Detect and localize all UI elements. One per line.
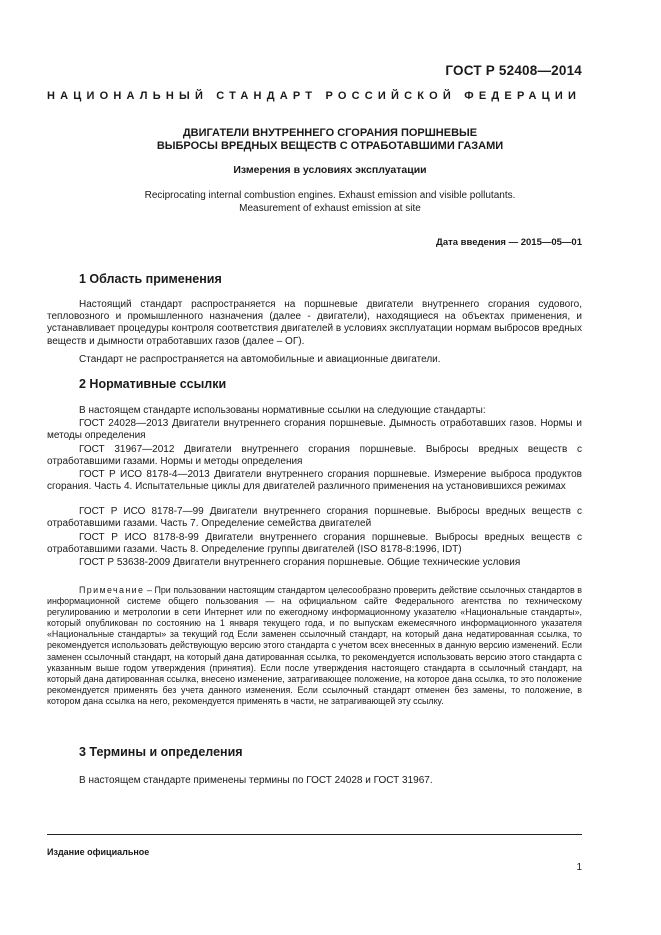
reference-item: ГОСТ Р 53638-2009 Двигатели внутреннего сгорания поршневые. Общие технические условия <box>79 557 521 568</box>
section-1-paragraph-1: Настоящий стандарт распространяется на поршневые двигатели внутреннего сгорания судового, тепловозного и промышленного назначения (далее - двигатели), находящиеся на объектах применения, и устанавливает процедуры контроля соответствия двигателей в условиях эксплуатации нормам выбросов вредных веществ и дымности отработавших газов (далее – ОГ). <box>47 299 582 347</box>
document-title <box>60 127 600 153</box>
section-1-heading: 1 Область применения <box>79 272 222 286</box>
reference-item: ГОСТ 31967—2012 Двигатели внутреннего сгорания поршневые. Выбросы вредных веществ с отработавшими газами. Нормы и методы определения <box>47 444 582 468</box>
edition-label: Издание официальное <box>47 847 150 857</box>
note-label: Примечание <box>79 585 145 595</box>
footer-divider <box>47 834 582 835</box>
document-code: ГОСТ Р 52408—2014 <box>445 63 582 78</box>
document-subtitle: Измерения в условиях эксплуатации <box>233 164 427 176</box>
reference-item: ГОСТ Р ИСО 8178-7—99 Двигатели внутреннего сгорания поршневые. Выбросы вредных веществ с отработавшими газами. Часть 7. Определение семейства двигателей <box>47 506 582 530</box>
english-title-line-1: Reciprocating internal combustion engines. Exhaust emission and visible pollutants. <box>144 190 516 201</box>
section-3-paragraph-1: В настоящем стандарте применены термины по ГОСТ 24028 и ГОСТ 31967. <box>79 775 433 786</box>
title-line-1: ДВИГАТЕЛИ ВНУТРЕННЕГО СГОРАНИЯ ПОРШНЕВЫЕ <box>182 127 478 139</box>
section-1-paragraph-2: Стандарт не распространяется на автомобильные и авиационные двигатели. <box>79 354 441 365</box>
english-title-line-2: Measurement of exhaust emission at site <box>239 203 421 214</box>
page-number: 1 <box>576 862 582 873</box>
note-text: – При пользовании настоящим стандартом целесообразно проверить действие ссылочных стандартов в информационной системе общего пользования — на официальном сайте Федерального агентства по техническому регулированию и метрологии в сети Интернет или по ежегодному информационному указателю «Национальные стандарты», который опубликован по состоянию на 1 января текущего года, и по выпускам ежемесячного информационного указателя «Национальные стандарты» за текущий год Если заменен ссылочный стандарт, на который дана недатированная ссылка, то рекомендуется использовать действующую версию этого стандарта с учетом всех внесенных в данную версию изменений. Если заменен ссылочный стандарт, на который дана датированная ссылка, то рекомендуется использовать версию этого стандарта с указанным выше годом утверждения (принятия). Если после утверждения настоящего стандарта в ссылочный стандарт, на который дана датированная ссылка, внесено изменение, затрагивающее положение, на которое дана ссылка, то это положение рекомендуется применять без учета данного изменения. Если ссылочный стандарт отменен без замены, то положение, в котором дана ссылка на него, рекомендуется применять в части, не затрагивающей эту ссылку. <box>47 585 582 706</box>
reference-item: ГОСТ Р ИСО 8178-4—2013 Двигатели внутреннего сгорания поршневые. Измерение выброса продуктов сгорания. Часть 4. Испытательные циклы для двигателей различного применения на установившихся режимах <box>47 469 582 493</box>
reference-item: ГОСТ 24028—2013 Двигатели внутреннего сгорания поршневые. Дымность отработавших газов. Нормы и методы определения <box>47 418 582 442</box>
introduction-date: Дата введения — 2015—05—01 <box>436 237 582 248</box>
section-2-intro: В настоящем стандарте использованы нормативные ссылки на следующие стандарты: <box>79 405 486 416</box>
title-line-2: ВЫБРОСЫ ВРЕДНЫХ ВЕЩЕСТВ С ОТРАБОТАВШИМИ ГАЗАМИ <box>156 140 504 152</box>
national-standard-banner: НАЦИОНАЛЬНЫЙ СТАНДАРТ РОССИЙСКОЙ ФЕДЕРАЦИИ <box>47 90 582 102</box>
section-2-note <box>47 585 582 707</box>
section-2-heading: 2 Нормативные ссылки <box>79 377 227 391</box>
section-3-heading: 3 Термины и определения <box>79 745 243 759</box>
reference-item: ГОСТ Р ИСО 8178-8-99 Двигатели внутреннего сгорания поршневые. Выбросы вредных веществ с отработавшими газами. Часть 8. Определение группы двигателей (ISO 8178-8:1996, IDT) <box>47 532 582 556</box>
english-title <box>60 189 600 215</box>
